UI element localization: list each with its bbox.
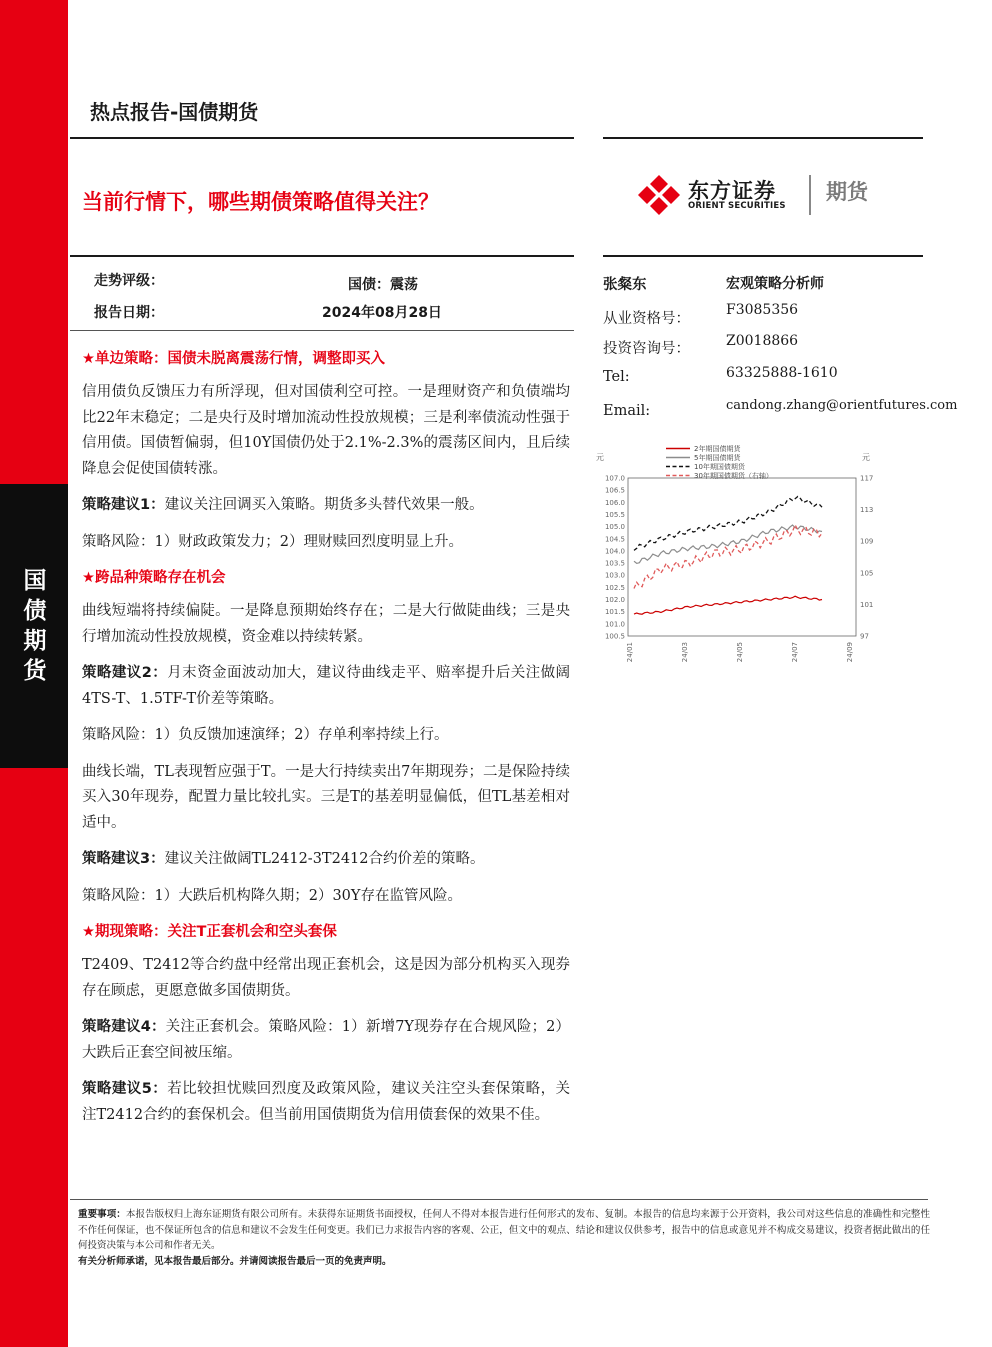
paragraph-text: 信用债负反馈压力有所浮现，但对国债利空可控。一是理财资产和负债端均比22年末稳定；二是央行及时增加流动性投放规模；三是利率债流动性强于信用债。国债暂偏弱，但10Y国债仍处于2.1%-2.3%的震荡区间内，且后续降息会促使国债转涨。 xyxy=(82,384,570,477)
strategy-label: 策略建议1： xyxy=(82,497,165,513)
paragraph-text: 策略风险：1）负反馈加速演绎；2）存单利率持续上行。 xyxy=(82,727,449,743)
futures-price-chart xyxy=(594,438,890,688)
legend-entry: 2年期国债期货 xyxy=(694,445,741,453)
rating-value: 国债：震荡 xyxy=(348,277,418,293)
meta-top-rule xyxy=(70,255,574,257)
meta-bottom-rule xyxy=(70,330,574,331)
tel-value: 63325888-1610 xyxy=(726,365,838,381)
y-axis-right-unit: 元 xyxy=(862,453,870,462)
y-tick-right: 113 xyxy=(860,506,874,515)
paragraph-text: 策略风险：1）大跌后机构降久期；2）30Y存在监管风险。 xyxy=(82,887,462,904)
legend-entry: 10年期国债期货 xyxy=(694,463,745,471)
y-tick-left: 106.0 xyxy=(604,498,625,507)
x-tick-label: 24/09 xyxy=(846,642,854,663)
body-paragraph xyxy=(82,760,570,837)
section-heading: ★单边策略：国债未脱离震荡行情，调整即买入 xyxy=(82,351,385,367)
series-line xyxy=(634,525,822,563)
paragraph-text: T2409、T2412等合约盘中经常出现正套机会，这是因为部分机构买入现券存在顾虑，更愿意做多国债期货。 xyxy=(82,957,570,999)
x-tick-label: 24/05 xyxy=(736,642,744,663)
date-value: 2024年08月28日 xyxy=(322,305,442,321)
y-tick-right: 105 xyxy=(860,569,874,578)
paragraph-text: 若比较担忧赎回烈度及政策风险，建议关注空头套保策略，关注T2412合约的套保机会。但当前用国债期货为信用债套保的效果不佳。 xyxy=(82,1081,570,1123)
license-label: 从业资格号： xyxy=(603,311,690,327)
series-line xyxy=(634,596,822,614)
body-paragraph xyxy=(82,884,570,910)
license-value: F3085356 xyxy=(726,302,799,318)
y-tick-left: 103.5 xyxy=(604,559,625,568)
body-paragraph xyxy=(82,380,570,482)
header-rule-left xyxy=(70,137,574,139)
analyst-name: 张粲东 xyxy=(603,277,647,293)
paragraph-text: 关注正套机会。策略风险：1）新增7Y现券存在合规风险；2）大跌后正套空间被压缩。 xyxy=(82,1019,570,1061)
y-tick-left: 104.0 xyxy=(604,547,625,556)
body-paragraph xyxy=(82,953,570,1004)
y-tick-left: 104.5 xyxy=(604,535,625,544)
disclaimer-text: 本报告版权归上海东证期货有限公司所有。未获得东证期货书面授权，任何人不得对本报告进行任何形式的发布、复制。本报告的信息均来源于公开资料，我公司对这些信息的准确性和完整性不作任何保证，也不保证所包含的信息和建议不会发生任何变更。我们已力求报告内容的客观、公正，但文中的观点、结论和建议仅供参考，报告中的信息或意见并不构成交易建议，投资者据此做出的任何投资决策与本公司和作者无关。 xyxy=(78,1209,930,1251)
logo-division: 期货 xyxy=(826,180,868,204)
logo-name-cn: 东方证券 xyxy=(688,179,776,203)
y-tick-left: 106.5 xyxy=(604,486,625,495)
y-tick-right: 109 xyxy=(860,537,874,546)
company-logo xyxy=(636,173,886,217)
page-title: 当前行情下，哪些期债策略值得关注？ xyxy=(82,190,439,214)
y-tick-left: 101.5 xyxy=(604,608,625,617)
y-axis-left-unit: 元 xyxy=(596,453,604,462)
analyst-role: 宏观策略分析师 xyxy=(726,276,824,292)
disclaimer-note: 有关分析师承诺，见本报告最后部分。并请阅读报告最后一页的免责声明。 xyxy=(78,1255,392,1267)
y-tick-left: 100.5 xyxy=(604,632,625,641)
series-line xyxy=(634,497,822,551)
x-tick-label: 24/01 xyxy=(626,642,634,663)
x-tick-label: 24/03 xyxy=(681,642,689,663)
disclaimer xyxy=(78,1207,930,1269)
y-tick-left: 102.0 xyxy=(604,596,625,605)
body-paragraph xyxy=(82,723,570,749)
section-heading: ★期现策略：关注T正套机会和空头套保 xyxy=(82,924,337,940)
paragraph-text: 策略风险：1）财政政策发力；2）理财赎回烈度明显上升。 xyxy=(82,533,463,550)
section-heading: ★跨品种策略存在机会 xyxy=(82,570,226,586)
paragraph-text: 建议关注回调买入策略。期货多头替代效果一般。 xyxy=(164,497,484,513)
header-rule-right xyxy=(603,137,923,139)
strategy-suggestion xyxy=(82,661,570,712)
body-paragraph xyxy=(82,530,570,556)
strategy-label: 策略建议5： xyxy=(82,1081,168,1097)
email-label: Email: xyxy=(603,403,651,419)
strategy-label: 策略建议4： xyxy=(82,1019,166,1035)
strategy-label: 策略建议3： xyxy=(82,851,165,867)
report-type: 热点报告-国债期货 xyxy=(90,100,259,124)
legend-entry: 5年期国债期货 xyxy=(694,454,741,462)
legend-entry: 30年期国债期货（右轴） xyxy=(694,472,773,480)
strategy-suggestion xyxy=(82,1015,570,1066)
paragraph-text: 月末资金面波动加大，建议待曲线走平、赔率提升后关注做阔4TS-T、1.5TF-T价差等策略。 xyxy=(82,665,570,707)
side-category-label: 国债期货 xyxy=(23,568,47,684)
paragraph-text: 建议关注做阔TL2412-3T2412合约价差的策略。 xyxy=(164,851,485,867)
logo-name-en: ORIENT SECURITIES xyxy=(688,201,786,211)
disclaimer-lead: 重要事项： xyxy=(78,1209,126,1220)
paragraph-text: 曲线长端，TL表现暂应强于T。一是大行持续卖出7年期现券；二是保险持续买入30年现券，配置力量比较扎实。三是T的基差明显偏低，但TL基差相对适中。 xyxy=(82,763,570,831)
series-line xyxy=(634,525,822,589)
strategy-suggestion xyxy=(82,1077,570,1128)
y-tick-left: 103.0 xyxy=(604,571,625,580)
tel-label: Tel: xyxy=(603,369,630,385)
consult-label: 投资咨询号： xyxy=(603,341,690,357)
x-tick-label: 24/07 xyxy=(791,642,799,663)
y-tick-left: 105.0 xyxy=(604,523,625,532)
y-tick-right: 97 xyxy=(860,632,869,641)
strategy-label: 策略建议2： xyxy=(82,665,168,681)
strategy-suggestion xyxy=(82,493,570,519)
date-label: 报告日期： xyxy=(94,305,164,321)
body-paragraph xyxy=(82,599,570,650)
paragraph-text: 曲线短端将持续偏陡。一是降息预期始终存在；二是大行做陡曲线；三是央行增加流动性投放规模，资金难以持续转紧。 xyxy=(82,603,570,645)
analyst-top-rule xyxy=(603,255,923,257)
y-tick-left: 102.5 xyxy=(604,583,625,592)
y-tick-right: 101 xyxy=(860,600,874,609)
disclaimer-rule xyxy=(70,1199,928,1200)
strategy-suggestion xyxy=(82,847,570,873)
y-tick-left: 107.0 xyxy=(604,474,625,483)
y-tick-right: 117 xyxy=(860,474,874,483)
email-value: candong.zhang@orientfutures.com xyxy=(726,398,958,413)
orient-logo-icon xyxy=(636,173,682,217)
y-tick-left: 105.5 xyxy=(604,510,625,519)
consult-value: Z0018866 xyxy=(726,333,799,349)
rating-label: 走势评级： xyxy=(94,273,164,289)
y-tick-left: 101.0 xyxy=(604,620,625,629)
logo-separator xyxy=(809,175,811,215)
report-body xyxy=(82,347,570,1139)
